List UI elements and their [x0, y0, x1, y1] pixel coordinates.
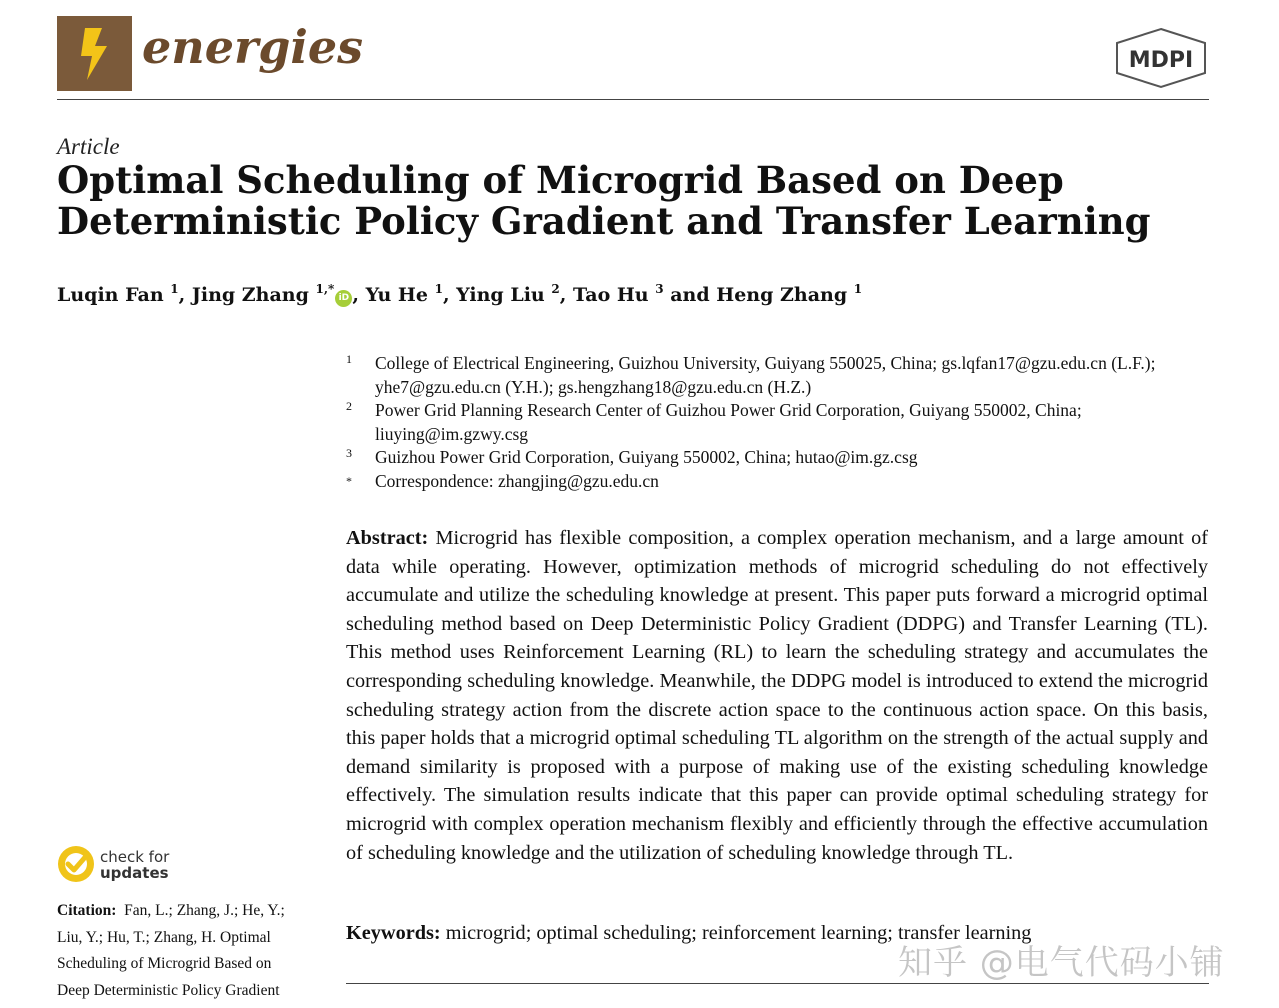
citation-label: Citation:	[57, 902, 117, 919]
article-type: Article	[57, 134, 120, 159]
affiliation-line: yhe7@gzu.edu.cn (Y.H.); gs.hengzhang18@gzu.edu.cn (H.Z.)	[375, 376, 812, 397]
affiliation-marker: 3	[346, 446, 352, 460]
author-name: Heng Zhang	[716, 284, 854, 306]
abstract	[346, 524, 1208, 867]
author-list	[57, 284, 862, 307]
author-separator: ,	[559, 284, 573, 306]
check-for-updates-badge[interactable]	[57, 845, 197, 885]
abstract-text: Microgrid has flexible composition, a complex operation mechanism, and a large amount of data while operating. However, optimization methods of microgrid scheduling do not effectively accumulate and utilize the scheduling knowledge at present. This paper puts forward a microgrid optimal scheduling method based on Deep Deterministic Policy Gradient (DDPG) and Transfer Learning (TL). This method uses Reinforcement Learning (RL) to learn the scheduling strategy and accumulates the corresponding scheduling knowledge. Meanwhile, the DDPG model is introduced to extend the microgrid scheduling strategy action from the discrete action space to the continuous action space. On this basis, this paper holds that a microgrid optimal scheduling TL algorithm on the strength of the actual supply and demand similarity is proposed with a purpose of making use of the existing scheduling knowledge effectively. The simulation results indicate that this paper can provide optimal scheduling strategy for microgrid with complex operation mechanism flexibly and efficiently through the effective accumulation of scheduling knowledge and the utilization of scheduling knowledge through TL.	[346, 527, 1208, 864]
check-badge-icon	[57, 845, 95, 883]
author-affiliation-marker: 1	[170, 282, 179, 296]
paper-title: Optimal Scheduling of Microgrid Based on Deep Deterministic Policy Gradient and Transfer Learning	[57, 158, 1151, 243]
check-for-label: check for	[100, 848, 170, 866]
citation-line: Liu, Y.; Hu, T.; Zhang, H. Optimal	[57, 928, 271, 946]
author-name: Luqin Fan	[57, 284, 171, 306]
author-affiliation-marker: 1	[853, 282, 863, 296]
correspondence-text: Correspondence: zhangjing@gzu.edu.cn	[375, 471, 659, 491]
author-name: Yu He	[365, 284, 435, 306]
citation-line: Deep Deterministic Policy Gradient	[57, 981, 280, 999]
abstract-label: Abstract:	[346, 527, 429, 549]
updates-label: updates	[100, 864, 169, 882]
affiliation-line: Guizhou Power Grid Corporation, Guiyang 550002, China; hutao@im.gz.csg	[375, 447, 918, 467]
publisher-name: MDPI	[1128, 48, 1194, 73]
author-name: Ying Liu	[456, 284, 552, 306]
affiliation-line: Power Grid Planning Research Center of Guizhou Power Grid Corporation, Guiyang 550002, China;	[375, 400, 1082, 420]
author-name: Tao Hu	[572, 284, 656, 306]
author-name: Jing Zhang	[191, 284, 316, 306]
affiliation-line: liuying@im.gzwy.csg	[375, 423, 529, 444]
citation-line: Scheduling of Microgrid Based on	[57, 955, 272, 972]
publisher-logo	[1113, 27, 1209, 89]
affiliation-marker: 1	[346, 352, 352, 366]
keywords-label: Keywords:	[346, 922, 441, 944]
lightning-bolt-icon	[57, 16, 132, 91]
author-separator: ,	[352, 284, 366, 306]
journal-name: energies	[142, 20, 364, 74]
author-separator: ,	[442, 284, 457, 306]
author-separator: and	[663, 284, 717, 306]
orcid-icon[interactable]: iD	[335, 290, 352, 307]
journal-logo	[57, 16, 132, 91]
citation	[57, 898, 307, 1004]
author-affiliation-marker: 3	[655, 282, 664, 296]
author-affiliation-marker: 1,*	[315, 282, 335, 296]
author-affiliation-marker: 1	[434, 282, 443, 296]
author-affiliation-marker: 2	[551, 282, 560, 296]
affiliation-marker: 2	[346, 399, 352, 413]
keywords-text: microgrid; optimal scheduling; reinforcement learning; transfer learning	[445, 922, 1032, 944]
author-separator: ,	[178, 284, 192, 306]
watermark: 知乎 @电气代码小铺	[898, 943, 1225, 983]
affiliation-marker: *	[346, 474, 352, 488]
header-divider	[57, 99, 1209, 100]
affiliation-line: College of Electrical Engineering, Guizhou University, Guiyang 550025, China; gs.lqfan17@gzu.edu.cn (L.F.);	[375, 353, 1156, 373]
citation-line: Fan, L.; Zhang, J.; He, Y.;	[124, 902, 285, 919]
